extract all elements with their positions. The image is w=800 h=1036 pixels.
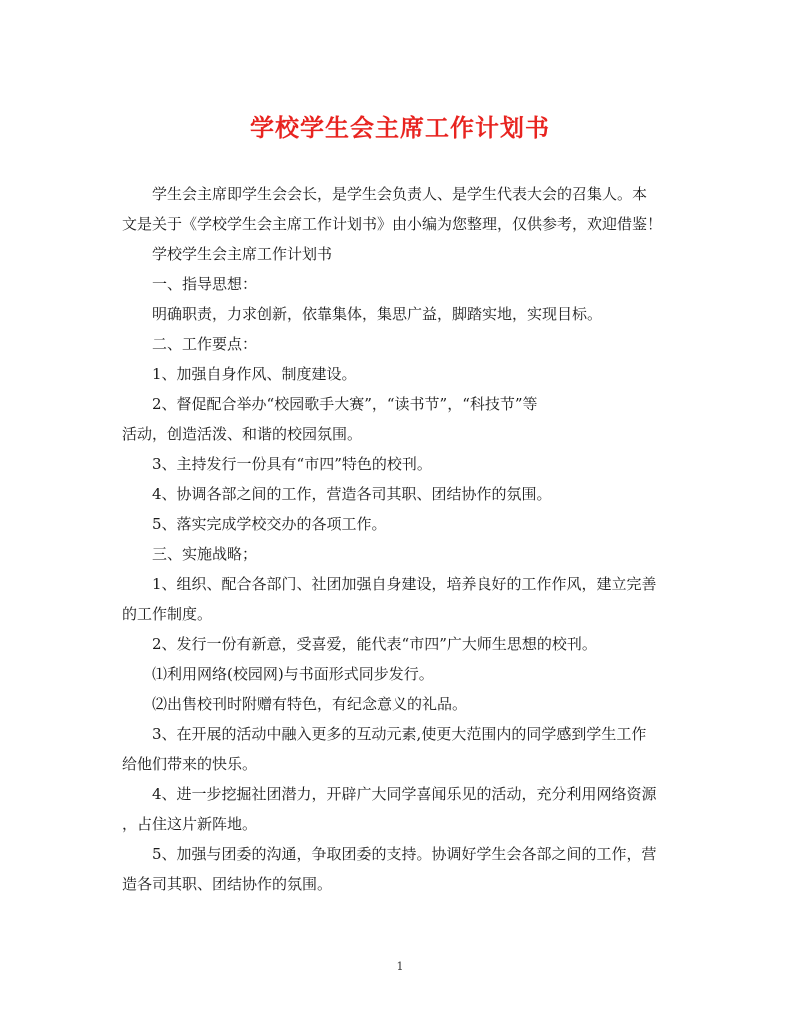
strategy-1 bbox=[122, 569, 682, 629]
guiding-ideology-text: 明确职责，力求创新，依靠集体，集思广益，脚踏实地，实现目标。 bbox=[152, 305, 603, 323]
paragraph-line: 学生会主席即学生会会长，是学生会负责人、是学生代表大会的召集人。本 bbox=[152, 185, 648, 203]
paragraph-line: 造各司其职、团结协作的氛围。 bbox=[122, 875, 333, 893]
work-point-2-continuation: 活动，创造活泼、和谐的校园氛围。 bbox=[122, 425, 363, 443]
page-number: 1 bbox=[396, 960, 404, 973]
paragraph-line: 4、进一步挖掘社团潜力，开辟广大同学喜闻乐见的活动，充分利用网络资源 bbox=[152, 785, 657, 803]
work-point-3: 3、主持发行一份具有“市四”特色的校刊。 bbox=[152, 455, 432, 473]
strategy-2-sub-1: ⑴利用网络(校园网)与书面形式同步发行。 bbox=[152, 665, 434, 683]
section-heading-guiding-ideology: 一、指导思想： bbox=[152, 275, 258, 293]
document-body bbox=[122, 179, 682, 899]
paragraph-line: 文是关于《学校学生会主席工作计划书》由小编为您整理，仅供参考，欢迎借鉴！ bbox=[122, 215, 663, 233]
strategy-5 bbox=[122, 839, 682, 899]
work-point-5: 5、落实完成学校交办的各项工作。 bbox=[152, 515, 387, 533]
intro-paragraph bbox=[122, 179, 682, 239]
paragraph-line: 的工作制度。 bbox=[122, 605, 213, 623]
paragraph-line: ，占住这片新阵地。 bbox=[122, 815, 258, 833]
paragraph-line: 1、组织、配合各部门、社团加强自身建设，培养良好的工作作风，建立完善 bbox=[152, 575, 657, 593]
paragraph-line: 5、加强与团委的沟通，争取团委的支持。协调好学生会各部之间的工作，营 bbox=[152, 845, 657, 863]
strategy-2-sub-2: ⑵出售校刊时附赠有特色，有纪念意义的礼品。 bbox=[152, 695, 468, 713]
strategy-2: 2、发行一份有新意，受喜爱，能代表“市四”广大师生思想的校刊。 bbox=[152, 635, 597, 653]
subtitle-line: 学校学生会主席工作计划书 bbox=[152, 245, 333, 263]
strategy-3 bbox=[122, 719, 682, 779]
section-heading-work-points: 二、工作要点： bbox=[152, 335, 258, 353]
strategy-4 bbox=[122, 779, 682, 839]
paragraph-line: 给他们带来的快乐。 bbox=[122, 755, 258, 773]
work-point-1: 1、加强自身作风、制度建设。 bbox=[152, 365, 357, 383]
work-point-2: 2、督促配合举办“校园歌手大赛”，“读书节”，“科技节”等 bbox=[152, 395, 538, 413]
work-point-4: 4、协调各部之间的工作，营造各司其职、团结协作的氛围。 bbox=[152, 485, 552, 503]
document-title: 学校学生会主席工作计划书 bbox=[250, 113, 550, 142]
section-heading-strategy: 三、实施战略； bbox=[152, 545, 258, 563]
paragraph-line: 3、在开展的活动中融入更多的互动元素,使更大范围内的同学感到学生工作 bbox=[152, 725, 647, 743]
